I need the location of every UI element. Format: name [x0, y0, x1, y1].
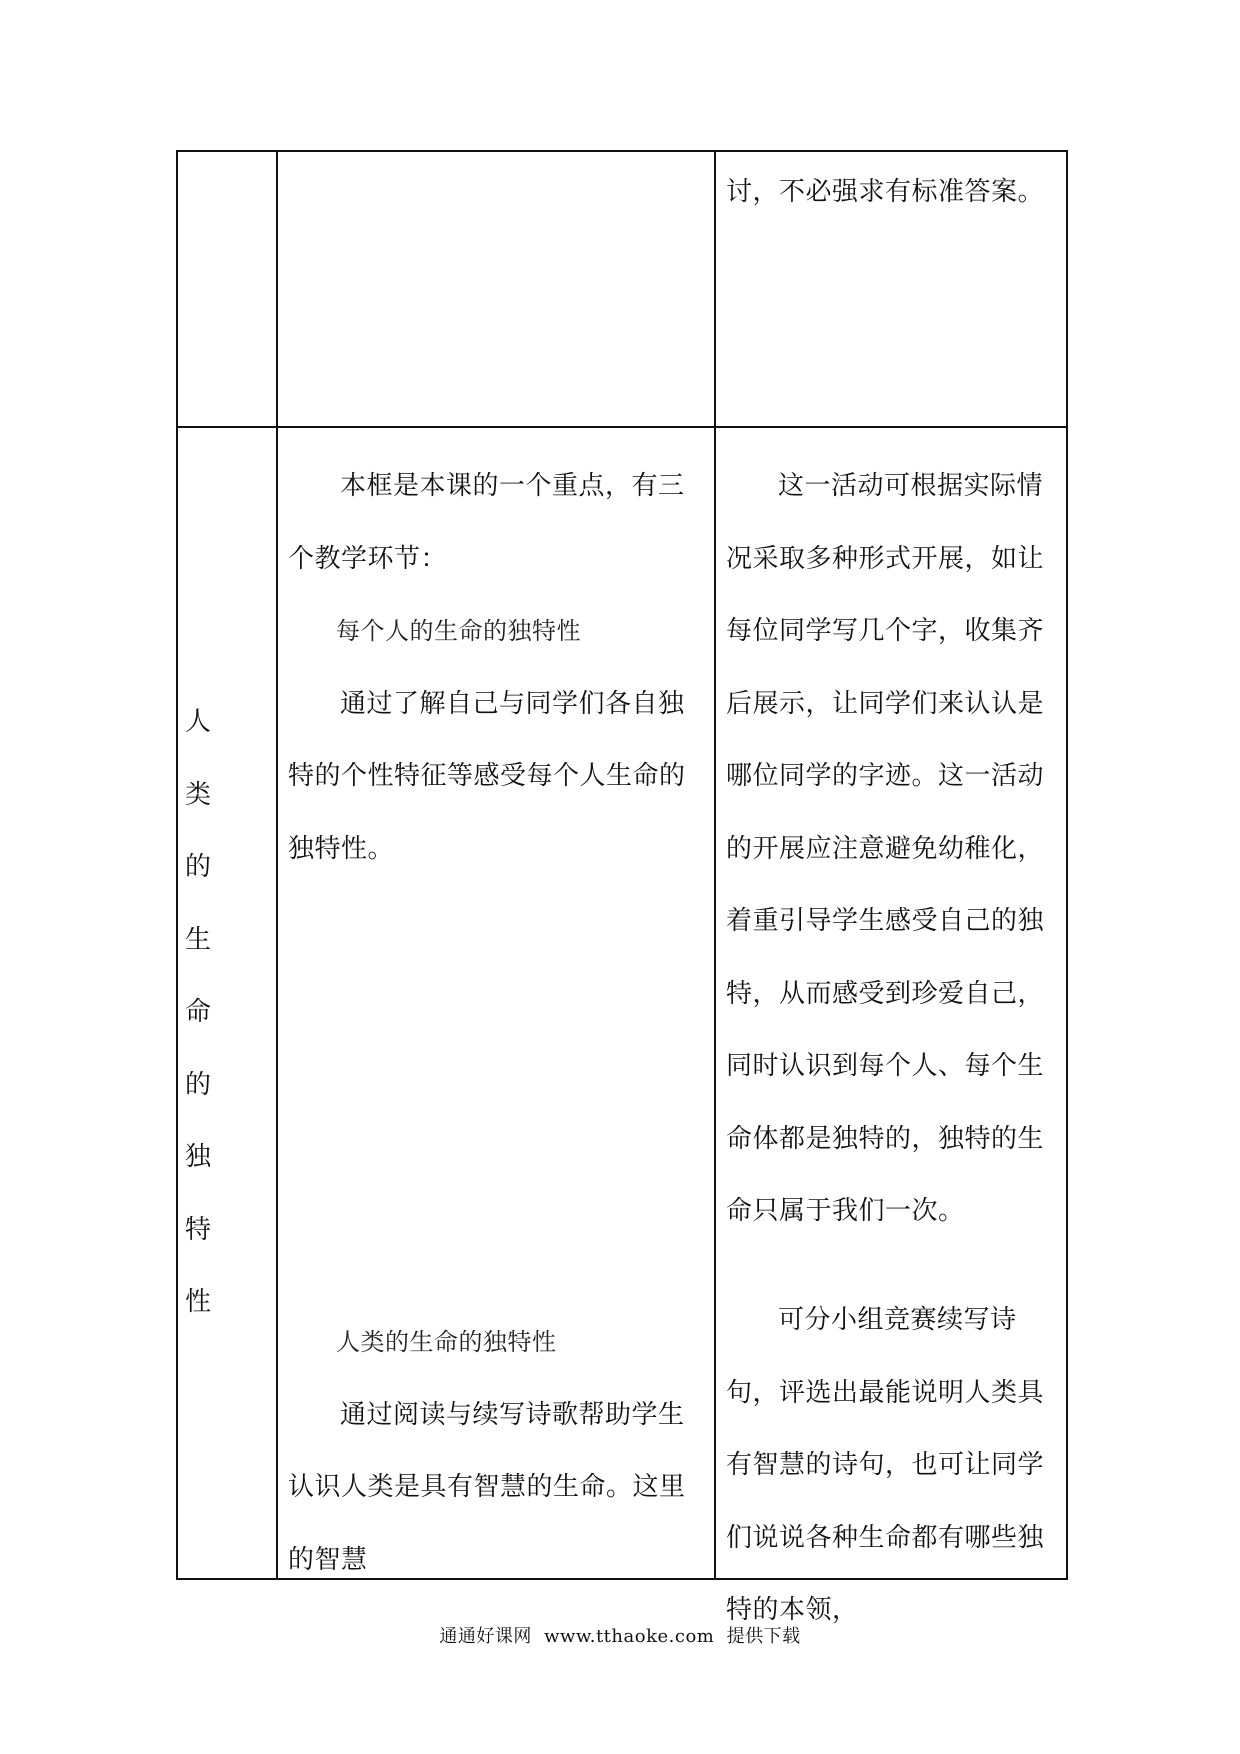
section-heading-vertical — [178, 686, 218, 1339]
heading-char: 的 — [184, 1069, 211, 1100]
middle-paragraph-human: 通过阅读与续写诗歌帮助学生认识人类是具有智慧的生命。这里的智慧 — [288, 1399, 686, 1575]
heading-char: 人 — [184, 707, 211, 737]
right-cell-lower — [726, 1284, 1056, 1647]
right-paragraph-poetry: 可分小组竞赛续写诗句，评选出最能说明人类具有智慧的诗句，也可让同学们说说各种生命都有哪些独特的本领， — [726, 1305, 1045, 1625]
table-top-border — [176, 150, 1068, 152]
table-col-divider-1 — [276, 150, 278, 1580]
right-paragraph-activity: 这一活动可根据实际情况采取多种形式开展，如让每位同学写几个字，收集齐后展示，让同学们来认认是哪位同学的字迹。这一活动的开展应注意避免幼稚化，着重引导学生感受自己的独特，从而感受到珍爱自己，同时认识到每个人、每个生命体都是独特的，独特的生命只属于我们一次。 — [726, 471, 1045, 1226]
heading-char: 独 — [184, 1142, 211, 1172]
table-col-divider-2 — [714, 150, 716, 1580]
middle-paragraph-intro: 本框是本课的一个重点，有三个教学环节： — [288, 471, 685, 574]
table-row-divider — [176, 426, 1068, 428]
table-right-border — [1066, 150, 1068, 1580]
heading-char: 类 — [184, 779, 211, 810]
right-cell — [726, 450, 1056, 1248]
heading-char: 生 — [184, 924, 211, 955]
top-row-right-cell — [726, 156, 1056, 229]
heading-char: 性 — [184, 1287, 211, 1317]
section-subtitle-individual: 每个人的生命的独特性 — [336, 617, 581, 645]
middle-cell-lower — [288, 1306, 704, 1596]
heading-char: 特 — [184, 1214, 211, 1245]
footer-url[interactable]: www.tthaoke.com — [544, 1626, 715, 1647]
footer-site-name: 通通好课网 — [439, 1626, 532, 1647]
middle-cell — [288, 450, 704, 885]
section-subtitle-human: 人类的生命的独特性 — [336, 1328, 557, 1356]
top-row-right-text: 讨，不必强求有标准答案。 — [726, 177, 1045, 207]
middle-paragraph-individual: 通过了解自己与同学们各自独特的个性特征等感受每个人生命的独特性。 — [288, 688, 686, 864]
page-footer — [0, 1622, 1240, 1648]
heading-char: 的 — [184, 852, 211, 882]
heading-char: 命 — [184, 997, 211, 1027]
footer-suffix: 提供下载 — [726, 1626, 801, 1647]
